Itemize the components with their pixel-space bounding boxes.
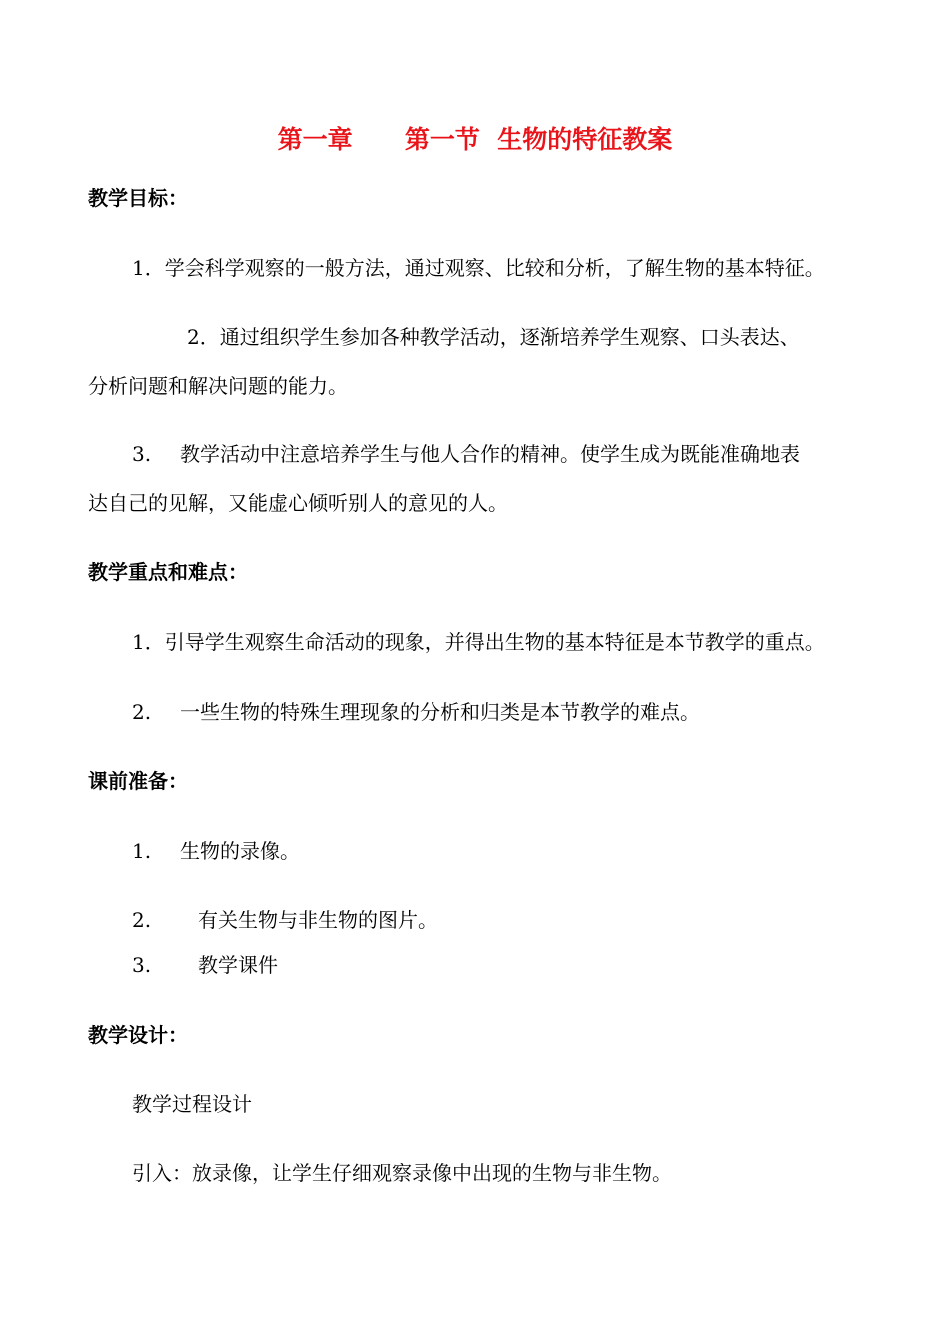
key-point-2-number: 2. [132, 700, 152, 724]
key-point-item-1 [132, 626, 825, 655]
preparation-heading: 课前准备： [88, 769, 188, 793]
design-subheading: 教学过程设计 [132, 1092, 252, 1116]
key-point-1-text: 引导学生观察生命活动的现象，并得出生物的基本特征是本节教学的重点。 [164, 630, 825, 654]
key-points-heading: 教学重点和难点： [88, 560, 248, 584]
design-intro: 引入：放录像，让学生仔细观察录像中出现的生物与非生物。 [132, 1161, 672, 1185]
objective-3-number: 3. [132, 442, 152, 466]
objective-item-1 [132, 252, 825, 281]
key-point-item-2 [132, 696, 700, 725]
preparation-1-text: 生物的录像。 [180, 839, 300, 863]
preparation-2-text: 有关生物与非生物的图片。 [198, 908, 438, 932]
objective-3-text-line-2: 达自己的见解，又能虚心倾听别人的意见的人。 [88, 491, 508, 515]
objective-3-text-line-1: 教学活动中注意培养学生与他人合作的精神。使学生成为既能准确地表 [180, 442, 800, 466]
document-title: 第一章 第一节 生物的特征教案 [277, 125, 673, 154]
objective-item-3-line-1 [132, 438, 800, 467]
objective-item-2-line-1 [187, 321, 800, 350]
preparation-1-number: 1. [132, 839, 152, 863]
preparation-item-3 [132, 949, 278, 978]
design-heading: 教学设计： [88, 1023, 188, 1047]
objective-1-number: 1． [132, 256, 165, 280]
objective-2-text-line-1: 通过组织学生参加各种教学活动，逐渐培养学生观察、口头表达、 [219, 325, 800, 349]
objective-2-text-line-2: 分析问题和解决问题的能力。 [88, 374, 348, 398]
key-point-1-number: 1． [132, 630, 165, 654]
key-point-2-text: 一些生物的特殊生理现象的分析和归类是本节教学的难点。 [180, 700, 700, 724]
objective-2-number: 2． [187, 325, 220, 349]
preparation-2-number: 2. [132, 908, 152, 932]
preparation-item-2 [132, 904, 438, 933]
preparation-3-number: 3. [132, 953, 152, 977]
preparation-3-text: 教学课件 [198, 953, 278, 977]
objective-1-text: 学会科学观察的一般方法，通过观察、比较和分析，了解生物的基本特征。 [164, 256, 825, 280]
objectives-heading: 教学目标： [88, 186, 188, 210]
preparation-item-1 [132, 835, 300, 864]
